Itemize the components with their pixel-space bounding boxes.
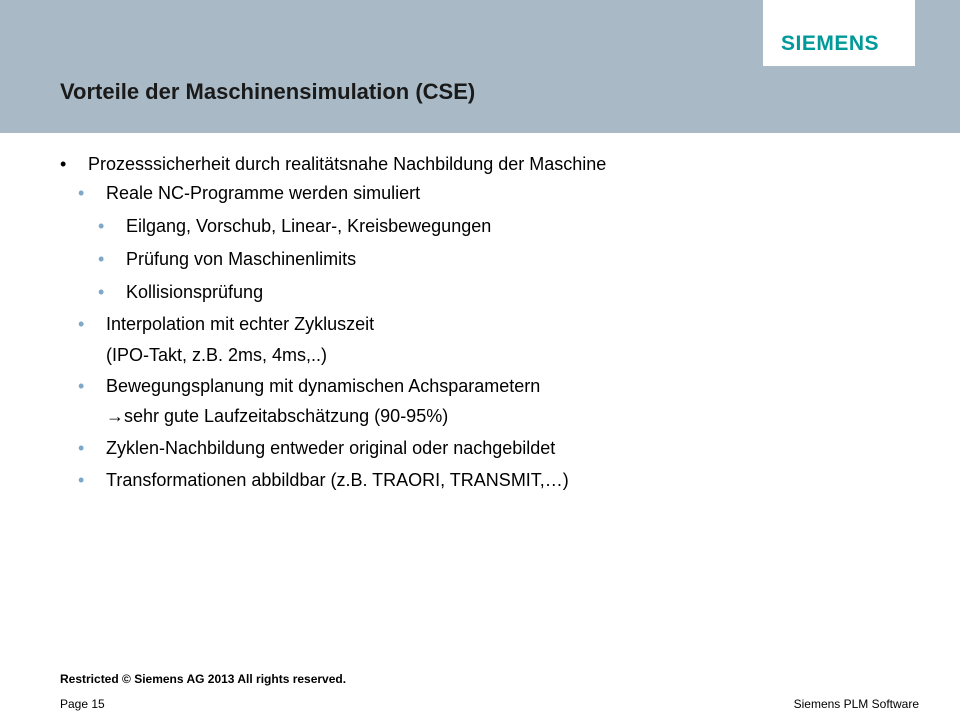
slide-title: Vorteile der Maschinensimulation (CSE) bbox=[60, 79, 476, 104]
bullet-icon: • bbox=[78, 376, 85, 396]
continuation-text: sehr gute Laufzeitabschätzung (90-95%) bbox=[124, 406, 449, 426]
bullet-icon: • bbox=[78, 314, 85, 334]
footer-company: Siemens PLM Software bbox=[793, 697, 919, 711]
bullet-icon: • bbox=[98, 249, 105, 269]
header-band bbox=[0, 0, 960, 133]
bullet-item-level2: Zyklen-Nachbildung entweder original oder nachgebildet bbox=[106, 438, 556, 458]
bullet-item-level3: Kollisionsprüfung bbox=[126, 282, 264, 302]
footer-page-number: Page 15 bbox=[60, 697, 105, 711]
logo-box bbox=[763, 0, 915, 66]
bullet-icon: • bbox=[98, 216, 105, 236]
footer-restricted: Restricted © Siemens AG 2013 All rights reserved. bbox=[60, 672, 347, 686]
bullet-item-continuation bbox=[106, 405, 448, 427]
bullet-item-level1: Prozesssicherheit durch realitätsnahe Nachbildung der Maschine bbox=[88, 154, 607, 174]
bullet-item-level2: Bewegungsplanung mit dynamischen Achsparametern bbox=[106, 376, 541, 396]
right-arrow-icon: → bbox=[106, 406, 124, 426]
bullet-icon: • bbox=[78, 183, 85, 203]
bullet-icon: • bbox=[98, 282, 105, 302]
bullet-icon: • bbox=[60, 154, 67, 174]
bullet-item-level3: Eilgang, Vorschub, Linear-, Kreisbewegungen bbox=[126, 216, 492, 236]
bullet-item-continuation: (IPO-Takt, z.B. 2ms, 4ms,..) bbox=[106, 345, 328, 365]
bullet-item-level2: Transformationen abbildbar (z.B. TRAORI, TRANSMIT,…) bbox=[106, 470, 569, 490]
bullet-item-level2: Reale NC-Programme werden simuliert bbox=[106, 183, 421, 203]
bullet-icon: • bbox=[78, 470, 85, 490]
bullet-item-level2: Interpolation mit echter Zykluszeit bbox=[106, 314, 375, 334]
bullet-icon: • bbox=[78, 438, 85, 458]
siemens-logo: SIEMENS bbox=[781, 32, 880, 55]
bullet-item-level3: Prüfung von Maschinenlimits bbox=[126, 249, 357, 269]
